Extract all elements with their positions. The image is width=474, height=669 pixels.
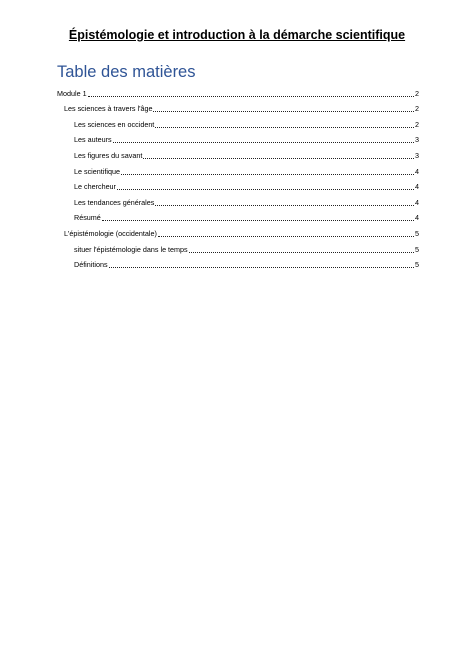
toc-page-number: 5 — [415, 260, 419, 270]
toc-page-number: 5 — [415, 228, 419, 238]
toc-entry-figures-du-savant[interactable] — [57, 145, 419, 161]
toc-entry-label: L'épistémologie (occidentale) — [64, 228, 157, 238]
toc-entry-sciences-en-occident[interactable] — [57, 114, 419, 130]
toc-heading: Table des matières — [57, 63, 196, 81]
toc-leader-dots — [158, 235, 414, 237]
toc-page-number: 4 — [415, 197, 419, 207]
toc-entry-label: Résumé — [74, 213, 101, 223]
toc-entry-epistemologie-occidentale[interactable] — [57, 223, 419, 239]
toc-page-number: 2 — [415, 104, 419, 114]
toc-entry-definitions[interactable] — [57, 255, 419, 271]
toc-entry-label: Les sciences en occident — [74, 119, 155, 129]
toc-page-number: 3 — [415, 150, 419, 160]
toc-leader-dots — [189, 251, 414, 253]
toc-leader-dots — [155, 204, 414, 206]
toc-page-number: 4 — [415, 182, 419, 192]
toc-entry-le-scientifique[interactable] — [57, 161, 419, 177]
toc-page-number: 5 — [415, 244, 419, 254]
toc-entry-module-1[interactable] — [57, 83, 419, 99]
toc-page-number: 4 — [415, 213, 419, 223]
toc-leader-dots — [155, 126, 414, 128]
document-title: Épistémologie et introduction à la démarche scientifique — [68, 28, 406, 42]
toc-leader-dots — [121, 173, 414, 175]
toc-entry-label: Les sciences à travers l'âge — [64, 104, 153, 114]
toc-entry-resume[interactable] — [57, 208, 419, 224]
toc-leader-dots — [109, 266, 414, 268]
toc-page-number: 3 — [415, 135, 419, 145]
toc-leader-dots — [117, 188, 414, 190]
toc-leader-dots — [143, 157, 414, 159]
toc-entry-label: Module 1 — [57, 88, 87, 98]
toc-entry-sciences-a-travers-lage[interactable] — [57, 99, 419, 115]
toc-page-number: 4 — [415, 166, 419, 176]
toc-page-number: 2 — [415, 88, 419, 98]
toc-entry-tendances-generales[interactable] — [57, 192, 419, 208]
toc-leader-dots — [88, 95, 414, 97]
toc-entry-le-chercheur[interactable] — [57, 177, 419, 193]
toc-leader-dots — [153, 110, 414, 112]
toc-entry-situer-epistemologie[interactable] — [57, 239, 419, 255]
toc-entry-les-auteurs[interactable] — [57, 130, 419, 146]
toc-entry-label: Les tendances générales — [74, 197, 155, 207]
toc-entry-label: Définitions — [74, 260, 108, 270]
toc-entry-label: Le scientifique — [74, 166, 120, 176]
toc-page-number: 2 — [415, 119, 419, 129]
toc-entry-label: situer l'épistémologie dans le temps — [74, 244, 188, 254]
toc-leader-dots — [113, 141, 414, 143]
toc-entry-label: Le chercheur — [74, 182, 116, 192]
toc-entry-label: Les figures du savant — [74, 150, 143, 160]
toc-leader-dots — [102, 219, 414, 221]
toc-entry-label: Les auteurs — [74, 135, 112, 145]
table-of-contents — [57, 83, 419, 270]
